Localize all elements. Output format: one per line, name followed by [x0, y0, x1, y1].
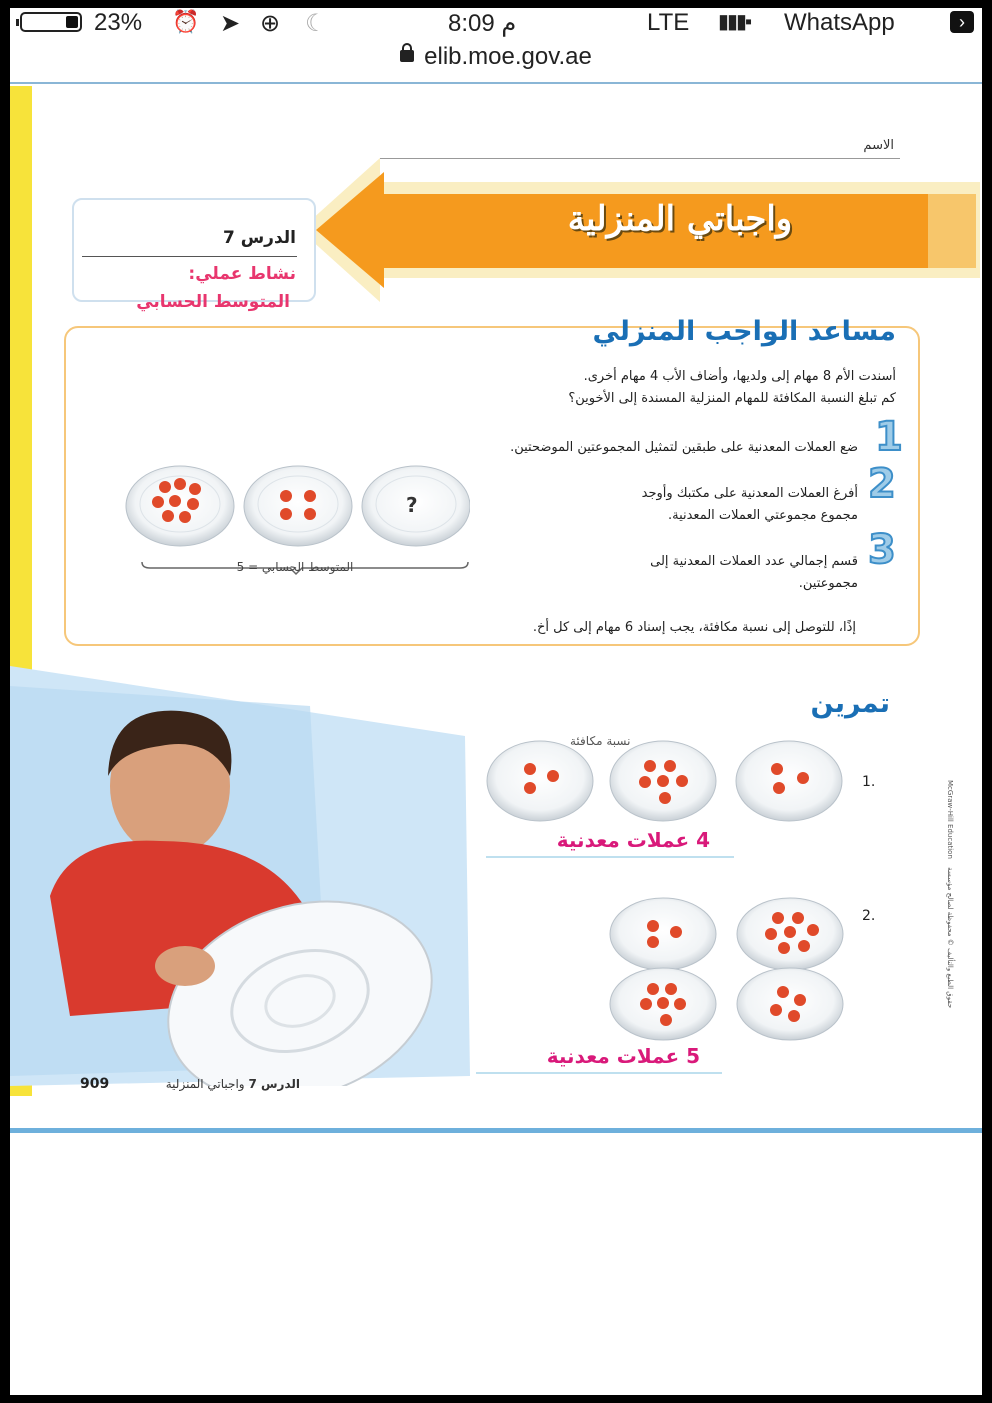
plate [487, 741, 593, 821]
divider [82, 256, 297, 257]
lesson-topic: المتوسط الحسابي [136, 292, 290, 312]
step-text: أفرغ العملات المعدنية على مكتبك وأوجد [641, 486, 858, 501]
exercise-number: 2. [862, 908, 876, 924]
network-type: LTE [647, 9, 690, 36]
rotation-lock-icon: ⊕ [260, 10, 281, 37]
answer-line [476, 1072, 722, 1074]
step-number: 2 [868, 461, 896, 507]
step-number: 3 [868, 527, 896, 573]
plate [610, 741, 716, 821]
signal-icon: ▮▮▮▪ [718, 11, 751, 33]
helper-title: مساعد الواجب المنزلي [592, 316, 896, 347]
back-to-app[interactable]: WhatsApp [784, 9, 895, 36]
textbook-page [10, 86, 982, 1108]
question-mark: ? [406, 493, 418, 517]
clock: 8:09 م [448, 10, 517, 37]
battery-icon [20, 12, 82, 32]
exercise-1-answer[interactable]: 4 عملات معدنية [556, 828, 710, 852]
plate [610, 968, 716, 1040]
conclusion-text: إذًا، للتوصل إلى نسبة مكافئة، يجب إسناد 6 مهام إلى كل أخ. [532, 620, 856, 635]
status-bar [10, 8, 982, 38]
step-text: قسم إجمالي عدد العملات المعدنية إلى [650, 554, 858, 569]
url-text: elib.moe.gov.ae [424, 43, 592, 70]
exercise-number: 1. [862, 774, 876, 790]
exercise-2-plates [608, 896, 853, 1046]
plate [737, 968, 843, 1040]
mean-label: المتوسط الحسابي = 5 [236, 560, 354, 574]
plate [736, 741, 842, 821]
footer-chapter: واجباتي المنزلية [165, 1077, 245, 1091]
activity-label: نشاط عملي: [188, 264, 296, 284]
battery-percent: 23% [94, 9, 143, 36]
publisher-credit [930, 780, 970, 1046]
boy-photo [10, 666, 490, 1086]
answer-line [486, 856, 734, 858]
name-label: الاسم [863, 138, 894, 153]
publisher-name: McGraw-Hill Education [946, 780, 954, 859]
rights-text: حقوق الطبع والتأليف © محفوظة لصالح مؤسسة [946, 867, 954, 1009]
exercise-1-plates [485, 736, 855, 826]
location-icon: ➤ [220, 10, 241, 37]
step-number: 1 [875, 414, 903, 460]
divider [10, 82, 982, 84]
lesson-box [72, 198, 316, 302]
exercise-title: تمرين [810, 688, 890, 719]
address-bar[interactable] [10, 38, 982, 82]
exercise-note: نسبة مكافئة [570, 734, 631, 748]
step-text: مجموعتين. [798, 576, 858, 591]
plate [737, 898, 843, 970]
moon-icon: ☾ [305, 10, 327, 37]
plate [610, 898, 716, 970]
step-text: مجموع مجموعتي العملات المعدنية. [667, 508, 858, 523]
lesson-number: الدرس 7 [222, 228, 296, 248]
exercise-2-answer[interactable]: 5 عملات معدنية [546, 1044, 700, 1068]
lock-icon [400, 50, 414, 62]
footer-lesson-number: الدرس 7 [248, 1077, 300, 1091]
banner-title: واجباتي المنزلية [567, 199, 793, 239]
intro-line-2: كم تبلغ النسبة المكافئة للمهام المنزلية المسندة إلى الأخوين؟ [568, 391, 896, 406]
divider [10, 1128, 982, 1133]
chevron-right-icon[interactable]: › [950, 11, 974, 33]
footer-lesson [166, 1077, 300, 1091]
plate [244, 466, 352, 546]
phone-screen [10, 8, 982, 1395]
plate [126, 466, 234, 546]
page-number: 909 [80, 1076, 110, 1092]
alarm-icon: ⏰ [172, 9, 200, 34]
intro-line-1: أسندت الأم 8 مهام إلى ولديها، وأضاف الأب 4 مهام أخرى. [583, 369, 896, 384]
step-text: ضع العملات المعدنية على طبقين لتمثيل المجموعتين الموضحتين. [510, 440, 858, 455]
